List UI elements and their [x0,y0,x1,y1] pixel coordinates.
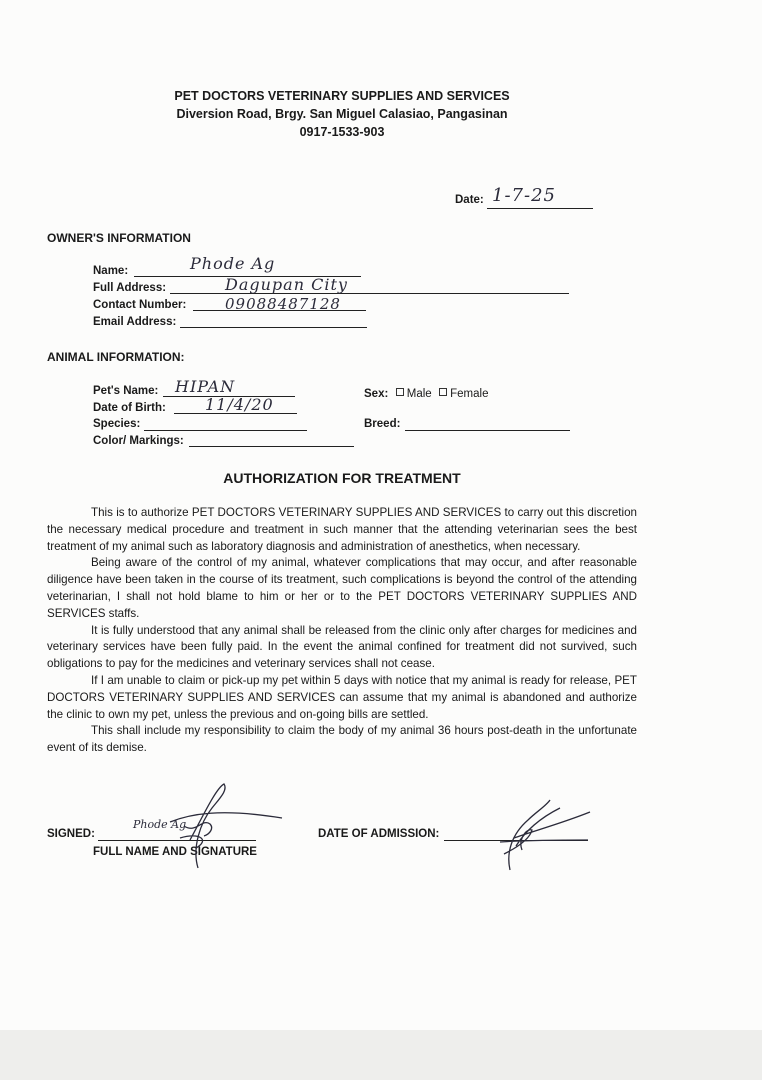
male-label: Male [406,388,432,400]
email-line [180,327,367,328]
animal-heading: ANIMAL INFORMATION: [47,350,185,364]
contact-label: Contact Number: [93,299,187,311]
date-label: Date: [455,194,484,206]
female-label: Female [450,388,489,400]
authorization-paragraph: It is fully understood that any animal shall be released from the clinic only after charges for medicines and veterinary services have been fully paid. In the event the animal confined for treatment did not survived, such obligations to pay for the medicines and veterinary services shall not cease. [47,623,637,671]
admission-signature [470,790,600,880]
clinic-name: PET DOCTORS VETERINARY SUPPLIES AND SERVICES [174,89,510,103]
signed-name: Phode Ag [133,818,187,831]
male-checkbox[interactable] [396,388,404,396]
dob-label: Date of Birth: [93,402,166,414]
owner-signature [140,778,290,878]
admission-label: DATE OF ADMISSION: [318,828,440,840]
date-line [487,208,593,209]
full-name-label: FULL NAME AND SIGNATURE [93,846,257,858]
address-label: Full Address: [93,282,167,294]
authorization-paragraph: This shall include my responsibility to claim the body of my animal 36 hours post-death in the unfortunate event of its demise. [47,724,637,755]
authorization-paragraph: Being aware of the control of my animal, whatever complications that may occur, and after reasonable diligence have been taken in the course of its treatment, such complications is beyond the control of the attending veterinarian, I shall not hold blame to him or her or to the PET DOCTORS VETERINARY SUPPLIES AND SERVICES staffs. [47,556,637,620]
female-checkbox[interactable] [439,388,447,396]
color-line [189,446,354,447]
clinic-phone: 0917-1533-903 [299,125,385,139]
dob-value: 11/4/20 [205,395,274,414]
contact-value: 09088487128 [225,295,341,313]
authorization-paragraph: This is to authorize PET DOCTORS VETERINARY SUPPLIES AND SERVICES to carry out this discretion the necessary medical procedure and treatment in such manner that the attending veterinarian sees the best treatment of my animal such as laboratory diagnosis and administration of anesthetics, when necessary. [47,506,637,553]
color-label: Color/ Markings: [93,435,184,447]
pet-name-value: HIPAN [175,377,236,396]
address-value: Dagupan City [225,275,348,294]
scan-bottom-margin [0,1030,762,1080]
clinic-address: Diversion Road, Brgy. San Miguel Calasiao, Pangasinan [176,107,508,121]
date-value: 1-7-25 [492,185,556,206]
sex-field [364,384,489,402]
name-label: Name: [93,265,129,277]
species-line [144,430,307,431]
authorization-paragraph: If I am unable to claim or pick-up my pet within 5 days with notice that my animal is ready for release, PET DOCTORS VETERINARY SUPPLIES AND SERVICES can assume that my animal is abandoned and authorize the clinic to own my pet, unless the previous and on-going bills are settled. [47,673,637,721]
authorization-body [47,505,637,757]
breed-line [405,430,570,431]
name-value: Phode Ag [190,254,276,273]
pet-name-label: Pet's Name: [93,385,159,397]
owner-heading: OWNER'S INFORMATION [47,231,191,245]
breed-label: Breed: [364,418,401,430]
signed-label: SIGNED: [47,828,95,840]
sex-label: Sex: [364,388,389,400]
species-label: Species: [93,418,141,430]
email-label: Email Address: [93,316,177,328]
authorization-title: AUTHORIZATION FOR TREATMENT [223,470,461,486]
